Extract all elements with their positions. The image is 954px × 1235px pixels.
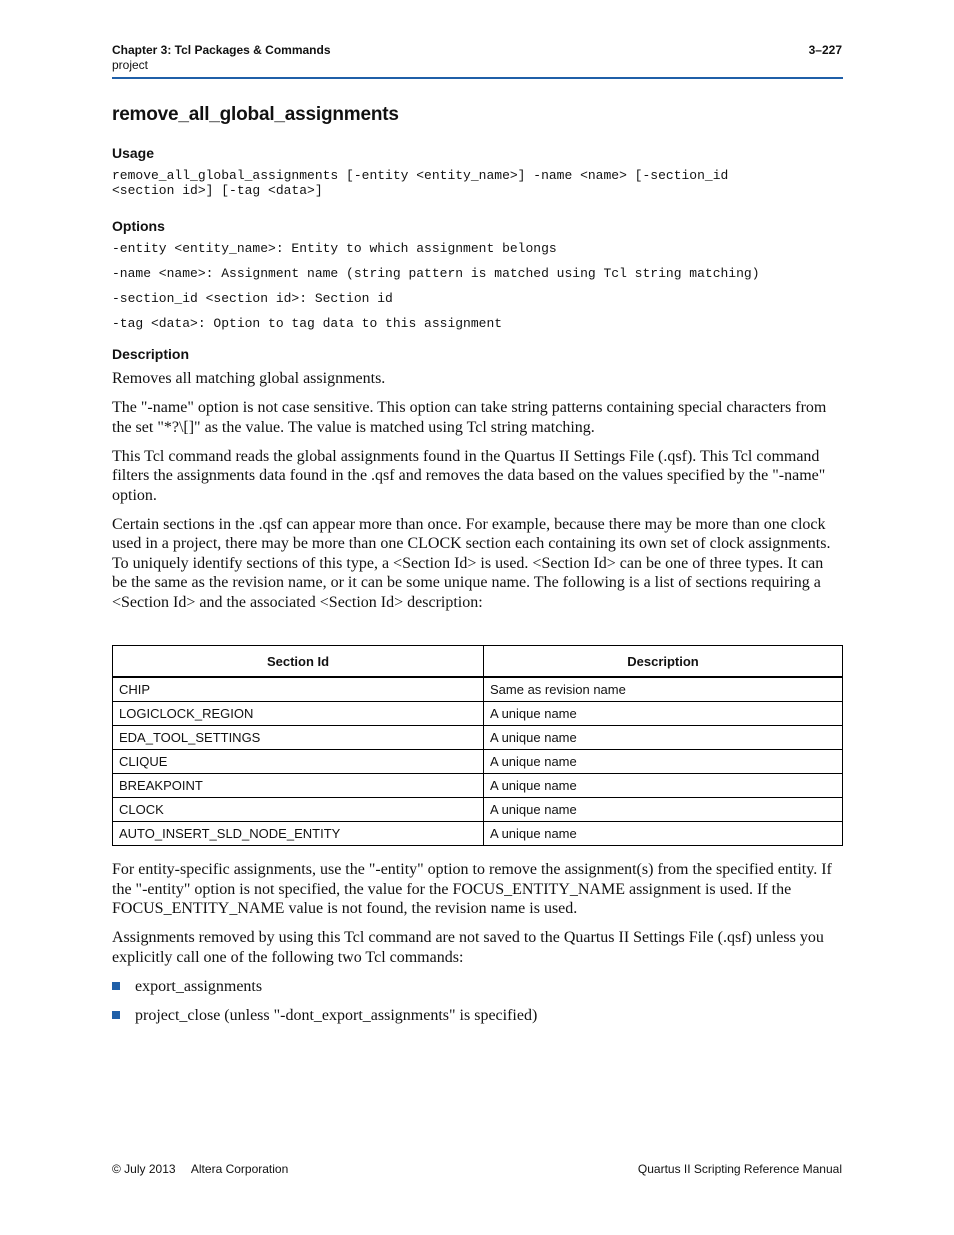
description-paragraph: The "-name" option is not case sensitive. This option can take string patterns containing special characters from the set "*?\[]" as the value. The value is matched using Tcl string matching. [112, 399, 827, 436]
footer-manual-title: Quartus II Scripting Reference Manual [637, 1162, 842, 1176]
footer-date: © July 2013 [112, 1162, 176, 1176]
option-tag: -tag <data>: Option to tag data to this assignment [112, 316, 503, 331]
option-entity: -entity <entity_name>: Entity to which assignment belongs [112, 241, 557, 256]
square-bullet-icon [112, 1011, 120, 1019]
running-header [112, 43, 331, 73]
table-header-row [113, 646, 843, 678]
main-content [112, 104, 842, 1035]
page-number: 3–227 [808, 43, 842, 57]
table-cell-description: A unique name [484, 798, 843, 822]
table-row [113, 750, 843, 774]
options-heading: Options [112, 218, 165, 234]
chapter-title: Chapter 3: Tcl Packages & Commands [112, 43, 331, 57]
table-header-section-id: Section Id [113, 646, 484, 678]
section-id-table [112, 645, 843, 846]
table-cell-description: Same as revision name [484, 677, 843, 702]
table-cell-section-id: BREAKPOINT [113, 774, 484, 798]
table-header-description: Description [484, 646, 843, 678]
table-row [113, 822, 843, 846]
table-cell-section-id: CLIQUE [113, 750, 484, 774]
table-cell-description: A unique name [484, 702, 843, 726]
table-cell-section-id: CHIP [113, 677, 484, 702]
list-item [112, 977, 842, 997]
body-paragraph: Assignments removed by using this Tcl command are not saved to the Quartus II Settings File (.qsf) unless you explicitly call one of the following two Tcl commands: [112, 929, 824, 966]
footer-company: Altera Corporation [190, 1162, 289, 1176]
square-bullet-icon [112, 982, 120, 990]
table-cell-section-id: EDA_TOOL_SETTINGS [113, 726, 484, 750]
table-cell-section-id: CLOCK [113, 798, 484, 822]
table-cell-description: A unique name [484, 726, 843, 750]
list-item [112, 1006, 842, 1026]
table-cell-description: A unique name [484, 774, 843, 798]
command-list [112, 977, 842, 1026]
table-cell-description: A unique name [484, 750, 843, 774]
table-row [113, 774, 843, 798]
description-paragraph: This Tcl command reads the global assignments found in the Quartus II Settings File (.qsf). This Tcl command filters the assignments data found in the .qsf and removes the data based on the values specified by the "-name" option. [112, 447, 826, 504]
table-cell-section-id: AUTO_INSERT_SLD_NODE_ENTITY [113, 822, 484, 846]
page-title: remove_all_global_assignments [112, 104, 399, 125]
option-section-id: -section_id <section id>: Section id [112, 291, 393, 306]
option-name: -name <name>: Assignment name (string pattern is matched using Tcl string matching) [112, 266, 760, 281]
footer-left [112, 1162, 288, 1176]
body-paragraph: For entity-specific assignments, use the "-entity" option to remove the assignment(s) from the specified entity. If the "-entity" option is not specified, the value for the FOCUS_ENTITY_NAME assignment is used. If the FOCUS_ENTITY_NAME value is not found, the revision name is used. [112, 861, 832, 917]
table-row [113, 726, 843, 750]
description-paragraph: Removes all matching global assignments. [112, 370, 386, 387]
table-row [113, 702, 843, 726]
table-row [113, 798, 843, 822]
header-rule [112, 77, 843, 79]
section-name: project [112, 58, 149, 72]
options-list [112, 241, 842, 331]
table-cell-section-id: LOGICLOCK_REGION [113, 702, 484, 726]
list-item-text: project_close (unless "-dont_export_assignments" is specified) [135, 1006, 538, 1024]
table-cell-description: A unique name [484, 822, 843, 846]
description-paragraph: Certain sections in the .qsf can appear more than once. For example, because there may be more than one clock used in a project, there may be more than one CLOCK section each containing its own set of clock assignments. To uniquely identify sections of this type, a <Section Id> is used. <Section Id> can be one of three types. It can be the same as the revision name, or it can be some unique name. The following is a list of sections requiring a <Section Id> and the associated <Section Id> description: [112, 515, 831, 611]
table-row [113, 677, 843, 702]
description-heading: Description [112, 346, 190, 362]
usage-heading: Usage [112, 145, 155, 161]
list-item-text: export_assignments [135, 977, 263, 995]
usage-code: remove_all_global_assignments [-entity <entity_name>] -name <name> [-section_id <section id>] [-tag <data>] [112, 168, 729, 198]
